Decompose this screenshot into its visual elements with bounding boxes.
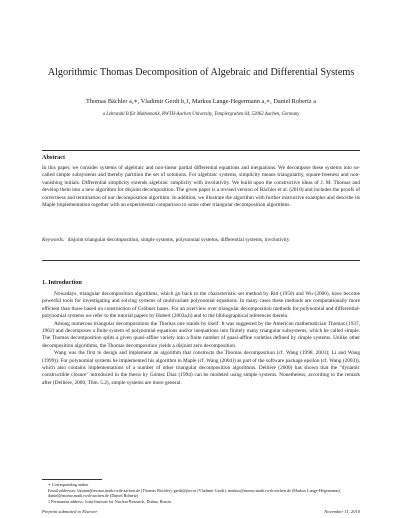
footnote: ∗ Corresponding author <box>48 482 89 487</box>
footnote-rule <box>42 479 102 480</box>
keywords-text: disjoint triangular decomposition, simple systems, polynomial systems, differential systems, involutivity <box>67 237 290 243</box>
footnote: 1 Permanent address: Joint Institute for Nuclear Research, Dubna, Russia. <box>48 498 172 504</box>
paper-title: Algorithmic Thomas Decomposition of Algebraic and Differential Systems <box>47 67 355 78</box>
keywords-label: Keywords: <box>42 237 65 243</box>
footnote: Email addresses: thomas@momo.math.rwth-aachen.de (Thomas Bächler), gerdt@jinr.ru (Vladimir Gerdt), markus@momo.math.rwth-aachen.de (Markus Lange-Hegermann), daniel@momo.math.rwth-aachen.de (Daniel Robertz) <box>48 487 341 499</box>
abstract-bottom-rule <box>42 260 360 261</box>
footer-journal: Preprint submitted to Elsevier <box>42 509 98 514</box>
abstract-text: In this paper, we consider systems of algebraic and non-linear partial differential equations and inequations. We decompose these systems into so-called simple subsystems and thereby partition the set of solutions. For algebraic systems, simplicity means triangularity, square-freeness and non-vanishing initials. Differential simplicity extends algebraic simplicity with involutivity. We build upon the constructive ideas of J. M. Thomas and develop them into a new algorithm for disjoint decomposition. The given paper is a revised version of Bächler et al. (2010) and includes the proofs of correctness and termination of our decomposition algorithm. In addition, we illustrate the algorithm with further instructive examples and describe its Maple implementation together with an experimental comparison to some other triangular decomposition algorithms. <box>42 165 360 209</box>
paragraph: Among numerous triangular decompositions the Thomas one stands by itself. It was suggested by the American mathematician Thomas (1937, 1962) and decomposes a finite system of polynomial equations and/or inequations into finitely many triangular subsystems, which he called simple. The Thomas decomposition splits a given quasi-affine variety into a finite number of quasi-affine varieties defined by simple systems. Unlike other decomposition algorithms, the Thomas decomposition yields a disjoint zero decomposition. <box>42 320 360 349</box>
footer-date: November 11, 2010 <box>324 509 360 514</box>
keywords <box>42 237 360 244</box>
footnotes <box>42 482 360 504</box>
abstract-heading: Abstract <box>42 154 66 161</box>
abstract-top-rule <box>42 150 360 151</box>
section-heading: 1. Introduction <box>42 279 82 286</box>
paragraph: Wang was the first to design and implement an algorithm that constructs the Thomas decomposition (cf. Wang (1998, 2001); Li and Wang (1999)). For polynomial systems he implemented his algorithm in Maple (cf. Wang (2004)) as part of the software package epsilon (cf. Wang (2003)), which also contains implementations of a number of other triangular decomposition algorithms. Dellière (2000) has shown that the "dynamic constructible closure" introduced in the thesis by Gómez Diaz (1994) can be modeled using simple systems. Nonetheless, according to the remark after (Dellière, 2000, Thm. 5.2), simple systems are more general. <box>42 350 360 386</box>
author-list: Thomas Bächler a,∗, Vladimir Gerdt b,1, Markus Lange-Hegermann a,∗, Daniel Robertz a <box>86 98 316 105</box>
affiliation: a Lehrstuhl B für Mathematik, RWTH-Aachen University, Templergraben 64, 52062 Aachen, Germany <box>102 112 300 117</box>
paragraph: Nowadays, triangular decomposition algorithms, which go back to the characteristic set method by Ritt (1950) and Wu (2000), have become powerful tools for investigating and solving systems of multivariate polynomial equations. In many cases these methods are computationally more efficient than those based on construction of Gröbner bases. For an overview over triangular decomposition methods for polynomial and differential-polynomial systems we refer to the tutorial papers by Hubert (2003a,b) and to the bibliographical references therein. <box>42 291 360 320</box>
introduction-body <box>42 291 360 387</box>
